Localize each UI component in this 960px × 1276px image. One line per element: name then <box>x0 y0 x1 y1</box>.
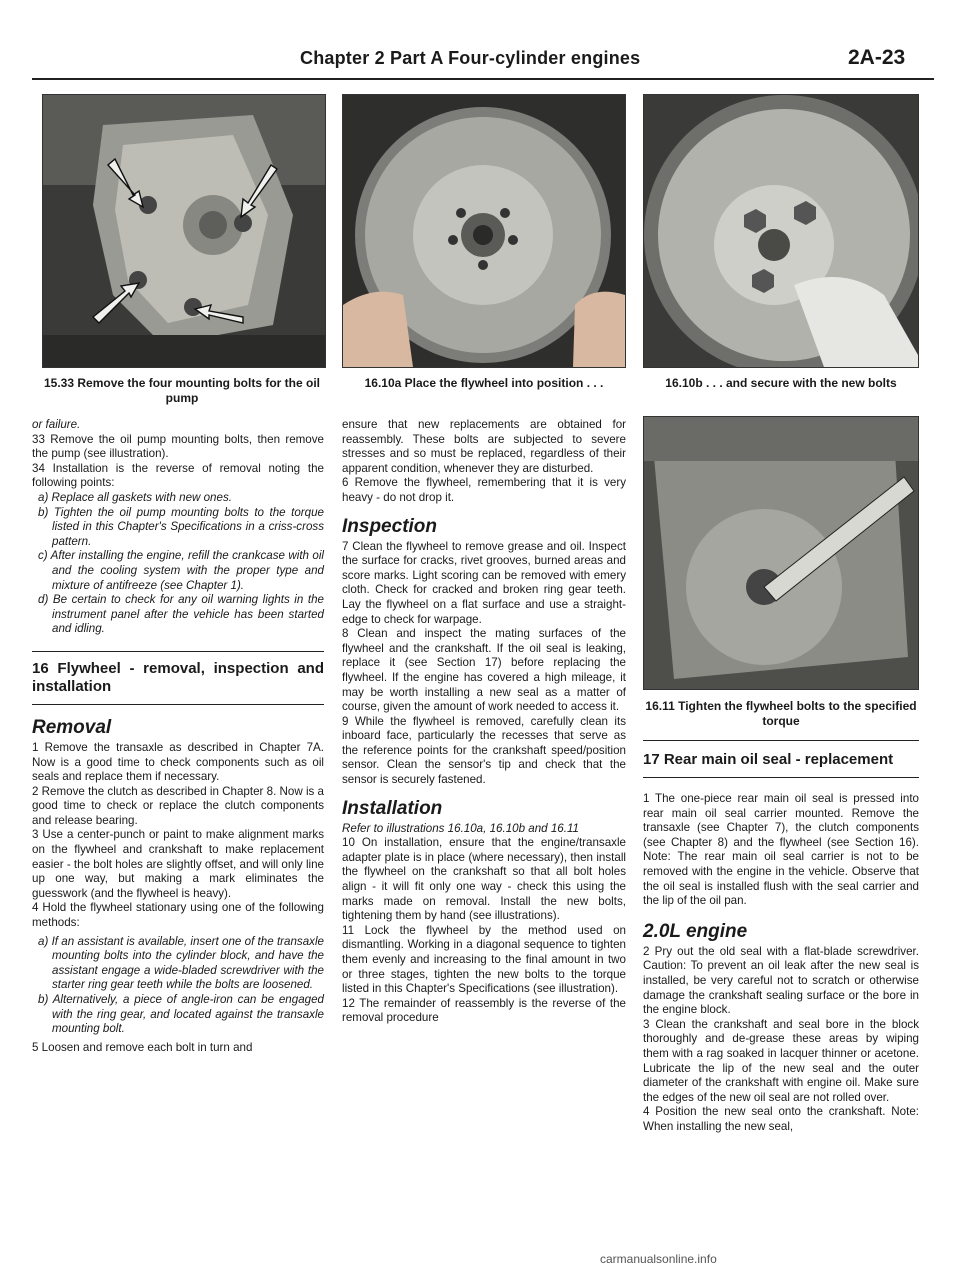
step-33: 33 Remove the oil pump mounting bolts, then remove the pump (see illustration). <box>32 432 324 461</box>
column-right <box>643 740 919 1134</box>
step-17-1: 1 The one-piece rear main oil seal is pressed into rear main oil seal carrier mounted. Remove the transaxle (see Chapter 7), the clutch components (see Chapter 8) and the flywheel (see Section 16). Note: The rear main oil seal carrier is not to be removed with the engine in the vehicle. Observe that the oil seal is installed flush with the seal carrier and the lip of the oil pan. <box>643 792 919 908</box>
heading-inspection: Inspection <box>342 515 438 537</box>
caption-16-10b: 16.10b . . . and secure with the new bolts <box>665 376 897 390</box>
refer-illustrations: Refer to illustrations 16.10a, 16.10b and 16.11 <box>342 821 579 835</box>
step-17-3: 3 Clean the crankshaft and seal bore in the block thoroughly and de-grease these areas by wiping them with a rag soaked in lacquer thinner or acetone. Lubricate the lip of the new seal and the outer diameter of the crankshaft with engine oil. Make sure the edges of the new oil seal are not rolled over. <box>643 1017 919 1104</box>
section-17-heading: 17 Rear main oil seal - replacement <box>643 751 894 768</box>
step-12: 12 The remainder of reassembly is the reverse of the removal procedure <box>342 996 626 1025</box>
step-10: 10 On installation, ensure that the engine/transaxle adapter plate is in place (where necessary), then install the flywheel on the crankshaft so that all bolt holes align - it will fit only one way - check this using the marks made on removal. Install the new bolts, tightening them by hand (see illustrations). <box>342 836 626 923</box>
section-17-rule-bottom <box>643 777 919 778</box>
step-6: 6 Remove the flywheel, remembering that it is very heavy - do not drop it. <box>342 476 626 504</box>
step-11: 11 Lock the flywheel by the method used on dismantling. Working in a diagonal sequence to tighten them evenly and increasing to the final amount in two or three stages, tighten the new bolts to the torque listed in this Chapter's Specifications (see illustration). <box>342 923 626 996</box>
header-divider <box>32 78 934 80</box>
caption-15-33: 15.33 Remove the four mounting bolts for the oil pump <box>43 376 321 405</box>
note-c: c) After installing the engine, refill the crankcase with oil and the cooling system with the proper type and mixture of antifreeze (see Chapter 1). <box>38 549 324 592</box>
step-17-2: 2 Pry out the old seal with a flat-blade screwdriver. Caution: To prevent an oil leak after the new seal is installed, be very careful not to scratch or otherwise damage the crankshaft sealing surface or the bore in the engine block. <box>643 944 919 1017</box>
text-or-failure: or failure. <box>32 418 81 431</box>
method-a: a) If an assistant is available, insert one of the transaxle mounting bolts into the cylinder block, and have the assistant engage a wide-bladed screwdriver with the starter ring gear teeth while the bolts are loosened. <box>38 934 324 992</box>
step-34: 34 Installation is the reverse of removal noting the following points: <box>32 461 324 490</box>
page-header <box>0 0 960 80</box>
column-middle <box>342 418 626 1026</box>
step-9: 9 While the flywheel is removed, carefully clean its inboard face, particularly the recesses that serve as the reference points for the crankshaft speed/position sensor. Clean the sensor's tip and check that the sensor is securely fastened. <box>342 714 626 787</box>
section-rule-top <box>32 651 324 652</box>
oil-pump-illustration <box>43 95 325 367</box>
page-number: 2A-23 <box>848 46 906 69</box>
step-r2: 2 Remove the clutch as described in Chapter 8. Now is a good time to check or replace the clutch components and release bearing. <box>32 784 324 827</box>
step-17-4: 4 Position the new seal onto the crankshaft. Note: When installing the new seal, <box>643 1105 919 1133</box>
note-b: b) Tighten the oil pump mounting bolts to the torque listed in this Chapter's Specifications in a criss-cross pattern. <box>38 505 324 548</box>
caption-16-10a: 16.10a Place the flywheel into position . . . <box>364 376 604 390</box>
photo-oil-pump <box>42 94 326 368</box>
heading-20l-engine: 2.0L engine <box>643 920 748 942</box>
flywheel-illustration <box>343 95 625 367</box>
text-continued: ensure that new replacements are obtained for reassembly. These bolts are subjected to severe stresses and so must be replaced, regardless of their apparent condition, whenever they are disturbed. <box>342 418 626 475</box>
section-16-heading: 16 Flywheel - removal, inspection and installation <box>32 659 324 695</box>
step-7: 7 Clean the flywheel to remove grease and oil. Inspect the surface for cracks, rivet grooves, burned areas and score marks. Light scoring can be removed with emery cloth. Check for cracked and broken ring gear teeth. Lay the flywheel on a flat surface and use a straight-edge to check for warpage. <box>342 539 626 626</box>
torque-wrench-illustration <box>644 417 918 689</box>
watermark-footer: carmanualsonline.info <box>600 1252 717 1266</box>
column-left <box>32 418 324 1055</box>
step-r5: 5 Loosen and remove each bolt in turn and <box>32 1040 253 1054</box>
step-r1: 1 Remove the transaxle as described in Chapter 7A. Now is a good time to check components such as oil seals and replace them if necessary. <box>32 740 324 784</box>
step-r3: 3 Use a center-punch or paint to make alignment marks on the flywheel and crankshaft to make replacement easier - the bolt holes are slightly offset, and will only line up one way, but making a mark eliminates the guesswork (and the flywheel is heavy). <box>32 828 324 900</box>
step-r4: 4 Hold the flywheel stationary using one of the following methods: <box>32 901 324 930</box>
photo-torque-flywheel <box>643 416 919 690</box>
heading-installation: Installation <box>342 797 443 819</box>
chapter-title: Chapter 2 Part A Four-cylinder engines <box>300 48 641 68</box>
note-d: d) Be certain to check for any oil warning lights in the instrument panel after the vehicle has been started and idling. <box>38 593 324 636</box>
note-a: a) Replace all gaskets with new ones. <box>38 490 232 504</box>
photo-flywheel-position <box>342 94 626 368</box>
step-8: 8 Clean and inspect the mating surfaces of the flywheel and the crankshaft. If the oil seal is leaking, replace it (see Section 17) before replacing the flywheel. If the engine has covered a high mileage, it may be worth installing a new seal as a matter of course, given the amount of work needed to access it. <box>342 627 626 714</box>
section-rule-bottom <box>32 704 324 705</box>
photo-flywheel-bolts <box>643 94 919 368</box>
section-17-rule-top <box>643 740 919 741</box>
method-b: b) Alternatively, a piece of angle-iron can be engaged with the ring gear, and located against the transaxle mounting bolt. <box>38 993 324 1036</box>
caption-16-11: 16.11 Tighten the flywheel bolts to the specified torque <box>645 699 917 728</box>
heading-removal: Removal <box>32 716 112 738</box>
flywheel-bolts-illustration <box>644 95 918 367</box>
